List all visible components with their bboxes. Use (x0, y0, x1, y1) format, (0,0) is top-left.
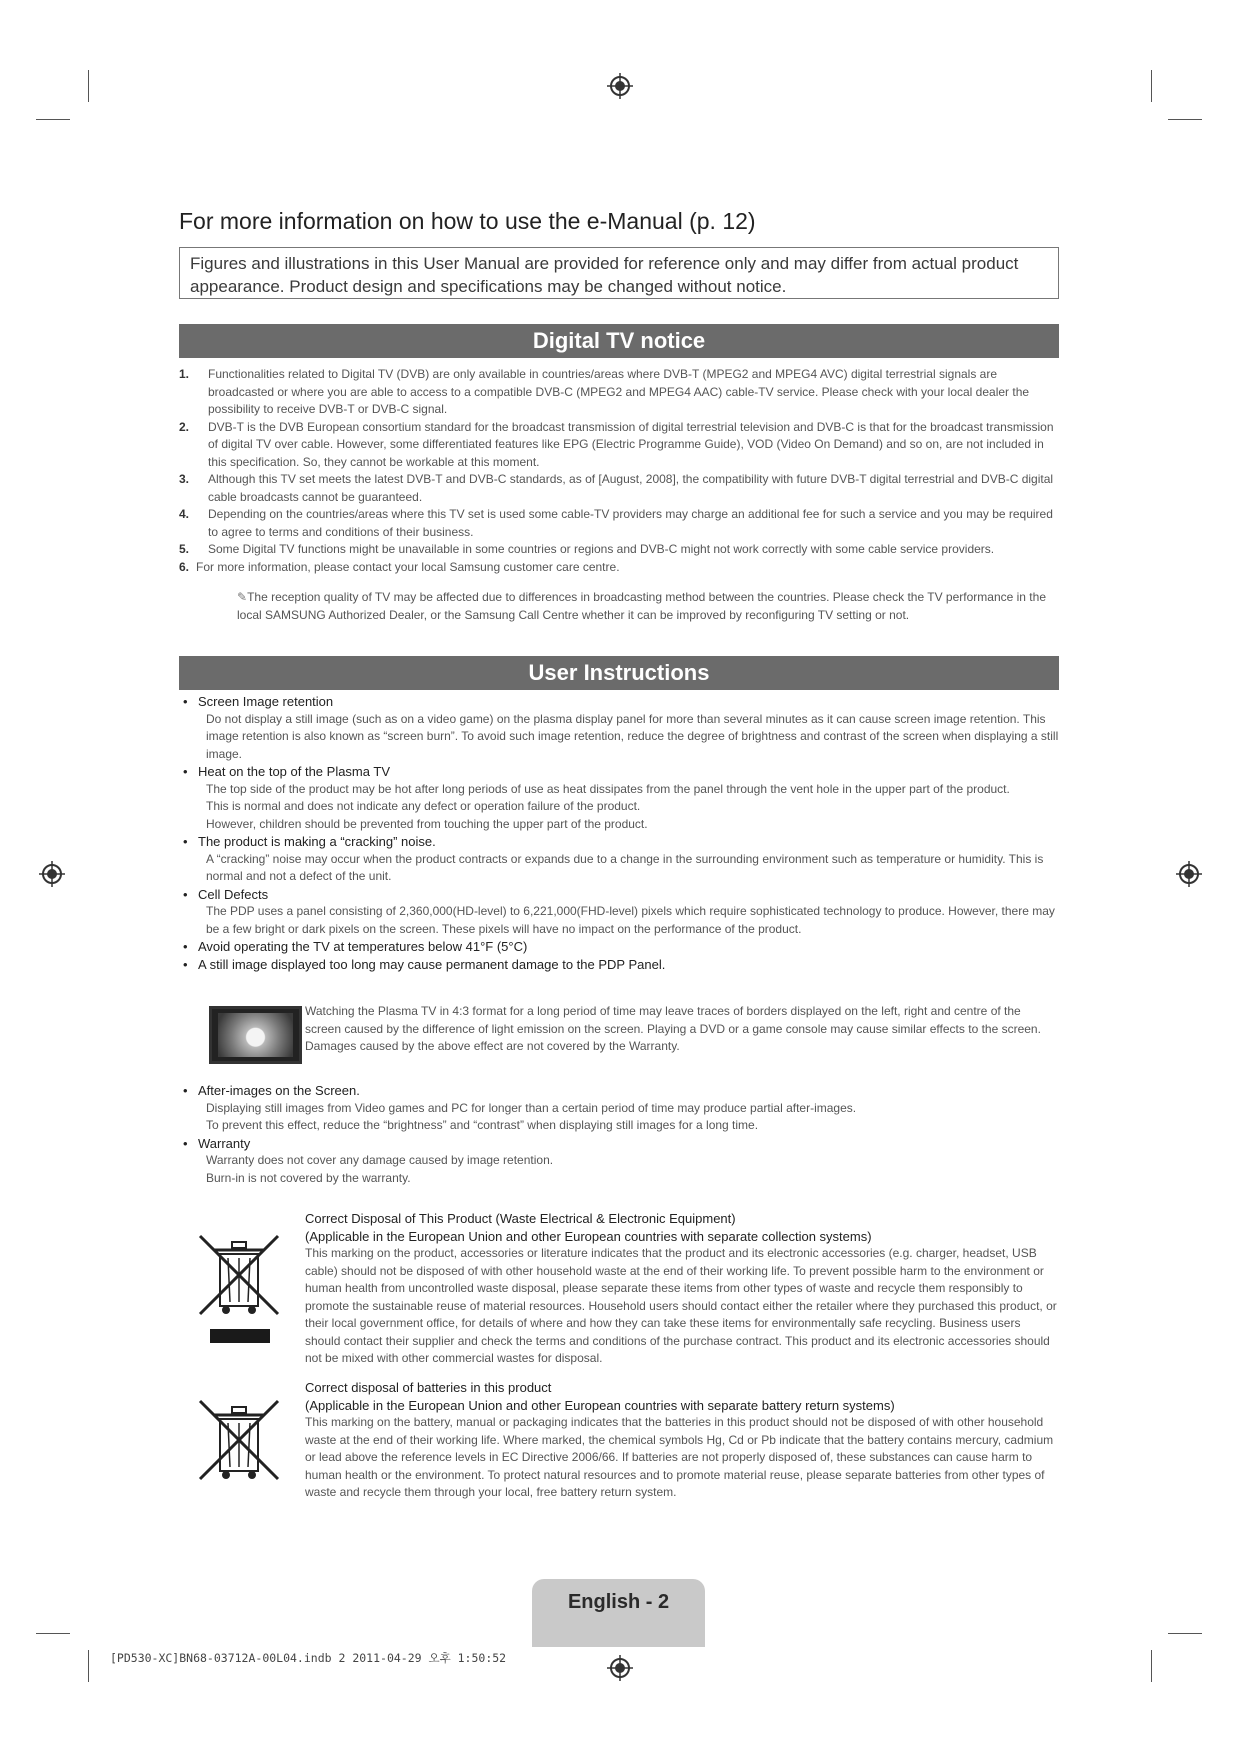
file-info: [PD530-XC]BN68-03712A-00L04.indb 2 2011-04-29 오후 1:50:52 (110, 1651, 507, 1665)
battery-section: Correct disposal of batteries in this product (Applicable in the European Union and other European countries with separate battery return systems) This marking on the battery, manual or packaging indicates that the batteries in this product should not be disposed of with other household waste at the end of their working life. Where marked, the chemical symbols Hg, Cd or Pb indicate that the battery contains mercury, cadmium or lead above the reference levels in EC Directive 2006/66. If batteries are not properly disposed of, these substances can cause harm to human health or the environment. To protect natural resources and to promote material reuse, please separate batteries from other types of waste and recycle them through your local, free battery return system. (305, 1379, 1057, 1502)
section-heading: • Cell Defects (183, 886, 1059, 904)
list-item: 4. Depending on the countries/areas where this TV set is used some cable-TV providers may charge an additional fee for such a service and you may be required to agree to terms and conditions of their business. (179, 507, 1053, 539)
list-item (183, 938, 1059, 956)
section-heading: • Heat on the top of the Plasma TV (183, 763, 1059, 781)
list-item: • Heat on the top of the Plasma TV The top side of the product may be hot after long periods of use as heat dissipates from the panel through the vent hole in the upper part of the product. This is normal and does not indicate any defect or operation failure of the product. However, children should be prevented from touching the upper part of the product. (183, 763, 1059, 833)
page-title: For more information on how to use the e-Manual (p. 12) (179, 208, 756, 234)
crop-mark (1151, 70, 1152, 102)
list-item: • The product is making a “cracking” noise. A “cracking” noise may occur when the product contracts or expands due to a change in the surrounding environment such as temperature or humidity. This is normal and not a defect of the unit. (183, 833, 1059, 886)
note-box: Figures and illustrations in this User Manual are provided for reference only and may differ from actual product appearance. Product design and specifications may be changed without notice. (179, 247, 1059, 299)
still-image-text: Watching the Plasma TV in 4:3 format for a long period of time may leave traces of borders displayed on the left, right and centre of the screen caused by the difference of light emission on the screen. Playing a DVD or a game console may cause similar effects to the screen. Damages caused by the above effect are not covered by the Warranty. (305, 1004, 1041, 1053)
digital-tv-list (179, 366, 1059, 576)
list-item: • Cell Defects The PDP uses a panel consisting of 2,360,000(HD-level) to 6,221,000(FHD-level) pixels which require sophisticated technology to produce. However, there may be a few bright or dark pixels on the screen. These pixels will have no impact on the performance of the product. (183, 886, 1059, 939)
crop-mark (88, 1650, 89, 1682)
section-heading: • A still image displayed too long may cause permanent damage to the PDP Panel. (183, 956, 1059, 974)
page-number-tab: English - 2 (532, 1579, 705, 1647)
crossed-battery-bin-icon (198, 1397, 280, 1481)
crop-mark (1151, 1650, 1152, 1682)
weee-subheading: (Applicable in the European Union and other European countries with separate collection systems) (305, 1228, 872, 1244)
registration-mark-icon (1176, 861, 1202, 887)
battery-heading: Correct disposal of batteries in this product (305, 1380, 552, 1395)
crossed-bin-icon (198, 1232, 280, 1316)
list-item: • After-images on the Screen. Displaying still images from Video games and PC for longer than a certain period of time may produce partial after-images. To prevent this effect, reduce the “brightness” and “contrast” when displaying still images for a long time. (183, 1082, 1059, 1135)
weee-heading: Correct Disposal of This Product (Waste Electrical & Electronic Equipment) (305, 1211, 736, 1226)
section-heading: • Warranty (183, 1135, 1059, 1153)
crop-mark (1168, 1633, 1202, 1634)
list-item: 1. Functionalities related to Digital TV (DVB) are only available in countries/areas where DVB-T (MPEG2 and MPEG4 AVC) digital terrestrial signals are broadcasted or where you are able to access to a compatible DVB-C (MPEG2 and MPEG4 AAC) cable-TV service. Please check with your local dealer the possibility to receive DVB-T or DVB-C signal. (179, 367, 1030, 416)
note-pen-icon: ✎ (237, 590, 248, 604)
list-item: 6. For more information, please contact your local Samsung customer care centre. (179, 559, 620, 574)
section-heading: • The product is making a “cracking” noise. (183, 833, 1059, 851)
weee-bar (210, 1329, 270, 1343)
user-instructions-list (183, 693, 1059, 973)
section-heading: • Avoid operating the TV at temperatures below 41°F (5°C) (183, 938, 1059, 956)
section-heading: • Screen Image retention (183, 693, 1059, 711)
crop-mark (1168, 119, 1202, 120)
registration-mark-icon (607, 1655, 633, 1681)
crop-mark (88, 70, 89, 102)
registration-mark-icon (607, 73, 633, 99)
digital-tv-notice-header: Digital TV notice (179, 324, 1059, 358)
still-image-thumbnail (209, 1006, 302, 1064)
flower-image-icon (218, 1013, 293, 1057)
reception-note: ✎The reception quality of TV may be affected due to differences in broadcasting method between the countries. Please check the TV performance in the local SAMSUNG Authorized Dealer, or the Samsung Call Centre whether it can be improved by reconfiguring TV setting or not. (237, 590, 1046, 622)
crop-mark (36, 1633, 70, 1634)
section-heading: • After-images on the Screen. (183, 1082, 1059, 1100)
list-item: 2. DVB-T is the DVB European consortium standard for the broadcast transmission of digital terrestrial television and DVB-C is that for the broadcast transmission of digital TV over cable. However, some differentiated features like EPG (Electric Programme Guide), VOD (Video On Demand) and so on, are not included in this specification. So, they cannot be workable at this moment. (179, 419, 1054, 469)
user-instructions-header: User Instructions (179, 656, 1059, 690)
list-item: 5. Some Digital TV functions might be unavailable in some countries or regions and DVB-C might not work correctly with some cable service providers. (179, 542, 995, 556)
list-item (183, 956, 1059, 974)
registration-mark-icon (39, 861, 65, 887)
weee-section: Correct Disposal of This Product (Waste Electrical & Electronic Equipment) (Applicable in the European Union and other European countries with separate collection systems) This marking on the product, accessories or literature indicates that the product and its electronic accessories (e.g. charger, headset, USB cable) should not be disposed of with other household waste at the end of their working life. To prevent possible harm to the environment or human health from uncontrolled waste disposal, please separate these items from other types of waste and recycle them responsibly to promote the sustainable reuse of material resources. Household users should contact either the retailer where they purchased this product, or their local government office, for details of where and how they can take these items for environmentally safe recycling. Business users should contact their supplier and check the terms and conditions of the purchase contract. This product and its electronic accessories should not be mixed with other commercial wastes for disposal. (305, 1211, 1057, 1365)
list-item: • Screen Image retention Do not display a still image (such as on a video game) on the plasma display panel for more than several minutes as it can cause screen image retention. This image retention is also known as “screen burn”. To avoid such image retention, reduce the degree of brightness and contrast of the screen when displaying a still image. (183, 693, 1059, 763)
crop-mark (36, 119, 70, 120)
list-item: • Warranty Warranty does not cover any damage caused by image retention. Burn-in is not covered by the warranty. (183, 1135, 1059, 1188)
user-instructions-list-2 (183, 1082, 1059, 1187)
battery-subheading: (Applicable in the European Union and other European countries with separate battery return systems) (305, 1397, 895, 1413)
list-item: 3. Although this TV set meets the latest DVB-T and DVB-C standards, as of [August, 2008], the compatibility with future DVB-T digital terrestrial and DVB-C digital cable broadcasts cannot be guaranteed. (179, 472, 1054, 504)
